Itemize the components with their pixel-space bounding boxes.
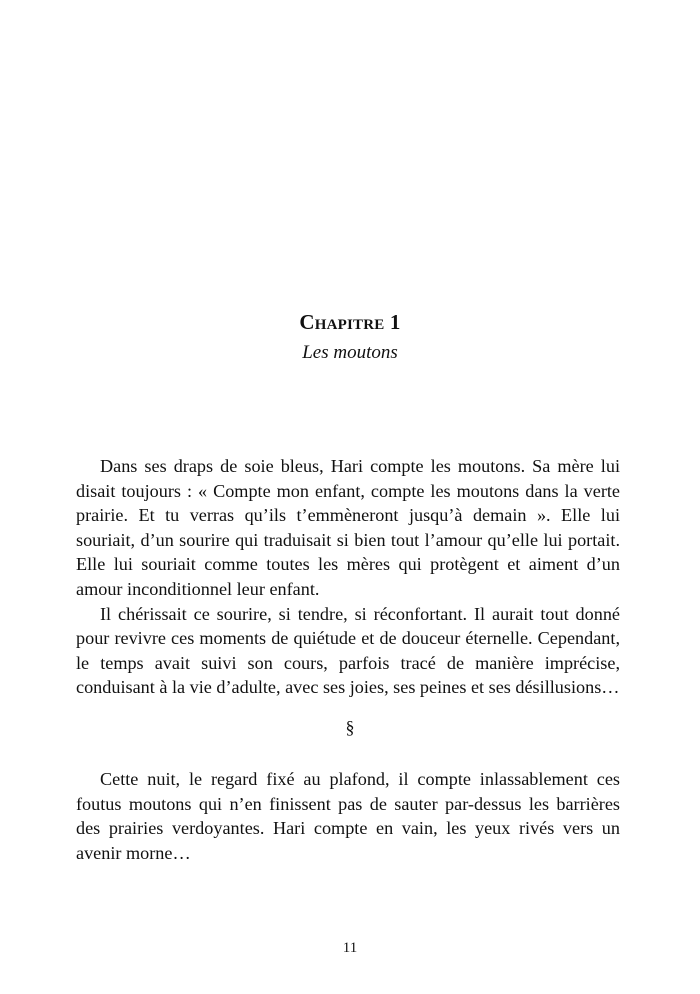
paragraph: Dans ses draps de soie bleus, Hari compte les moutons. Sa mère lui disait toujours : « Compte mon enfant, compte les moutons dans la verte prairie. Et tu verras qu’ils t’emmèneront jusqu’à demain ». Elle lui souriait, d’un sourire qui traduisait si bien tout l’amour qu’elle lui portait. Elle lui souriait comme toutes les mères qui protègent et aiment d’un amour inconditionnel leur enfant. — [76, 456, 620, 599]
chapter-title — [0, 310, 700, 335]
page-number: 11 — [342, 940, 358, 956]
body-text-section-1 — [76, 454, 620, 700]
chapter-title-rest: hapitre 1 — [314, 310, 401, 334]
body-text-section-2 — [76, 767, 620, 865]
chapter-subtitle: Les moutons — [302, 342, 398, 363]
paragraph: Cette nuit, le regard fixé au plafond, il compte inlassablement ces foutus moutons qui n’en finissent pas de sauter par-dessus les barrières des prairies verdoyantes. Hari compte en vain, les yeux rivés vers un avenir morne… — [76, 769, 620, 863]
chapter-title-initial: C — [299, 310, 315, 334]
section-separator: § — [345, 717, 355, 737]
paragraph: Il chérissait ce sourire, si tendre, si réconfortant. Il aurait tout donné pour revivre ces moments de quiétude et de douceur éternelle. Cependant, le temps avait suivi son cours, parfois tracé de manière imprécise, conduisant à la vie d’adulte, avec ses joies, ses peines et ses désillusions… — [76, 603, 620, 698]
